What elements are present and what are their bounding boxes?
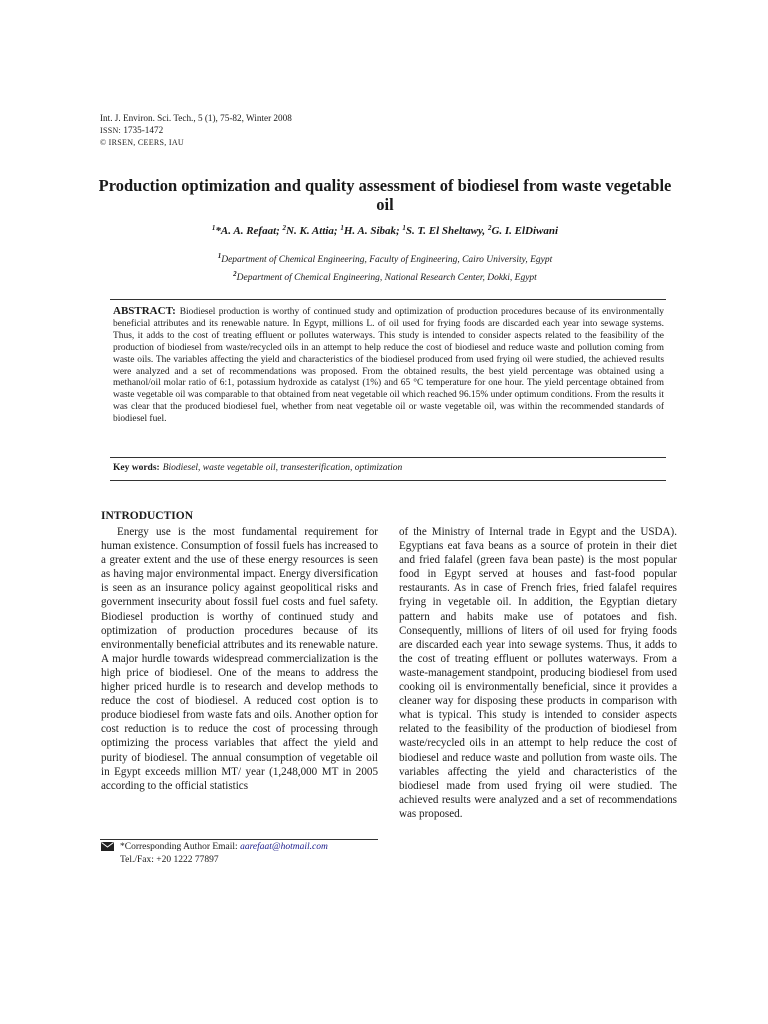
footnote-telfax: Tel./Fax: +20 1222 77897 <box>120 855 219 865</box>
body-column-left: Energy use is the most fundamental requirement for human existence. Consumption of fossil fuels has increased to a greater extent and the use of these energy resources is seen as having major environmental impact. Energy diversification is seen as an insurance policy against geopolitical risks and government insecurity about fossil fuel costs and fuel safety. Biodiesel production is worthy of continued study and optimization of production procedures because of its environmentally beneficial attributes and its renewable nature. A major hurdle towards widespread commercialization is the high price of biodiesel. One of the means to address the higher priced hurdle is to research and develop methods to reduce the cost of biodiesel. A reduced cost option is to produce biodiesel from waste fats and oils. Another option for cost reduction is to reduce the cost of processing through optimizing the process variables that affect the yield and purity of biodiesel. The annual consumption of vegetable oil in Egypt exceeds million MT/ year (1,248,000 MT in 2005 according to the official statistics <box>101 526 378 792</box>
affiliation-mark: 1 <box>217 252 222 260</box>
abstract-label: ABSTRACT: <box>113 305 176 317</box>
journal-citation: Int. J. Environ. Sci. Tech., 5 (1), 75-82, Winter 2008 <box>100 113 292 123</box>
keywords-label: Key words: <box>113 463 160 473</box>
author-affil-mark: 1 <box>402 224 406 232</box>
keywords <box>113 463 402 473</box>
author-affil-mark: 2 <box>487 224 492 232</box>
affiliation-text: Department of Chemical Engineering, National Research Center, Dokki, Egypt <box>236 273 537 283</box>
affiliation-text: Department of Chemical Engineering, Faculty of Engineering, Cairo University, Egypt <box>221 255 553 265</box>
footnote-corresponding <box>120 842 328 852</box>
author-name: N. K. Attia; <box>286 225 341 237</box>
body-column-right: of the Ministry of Internal trade in Egypt and the USDA). Egyptians eat fava beans as a source of protein in their diet and fried falafel (green fava bean paste) is the most popular food in Egypt served at houses and fast-food popular restaurants. As in case of French fries, fried falafel requires frying in vegetable oil. In addition, the Egyptian dietary pattern and habits make use of potatoes and fish. Consequently, millions of liters of oil used for frying foods are discarded each year into sewage systems. Thus, it adds to the cost of treating effluent or pollutes waterways. From a waste-management standpoint, producing biodiesel from used cooking oil is environmentally beneficial, since it provides a cleaner way for disposing these products in comparison with what is typical. This study is intended to consider aspects related to the feasibility of the production of biodiesel from waste/recycled oils in an attempt to help reduce the cost of biodiesel and reduce waste and pollution from waste oils. The variables affecting the yield and characteristics of the biodiesel made from used frying oil were studied. The achieved results were analyzed and a set of recommendations was proposed. <box>399 526 677 820</box>
author-name: G. I. ElDiwani <box>491 225 559 237</box>
issn-value: 1735-1472 <box>123 125 164 135</box>
abstract <box>113 306 664 426</box>
keywords-text: Biodiesel, waste vegetable oil, transesterification, optimization <box>162 463 403 473</box>
journal-copyright: © IRSEN, CEERS, IAU <box>100 138 185 147</box>
journal-header <box>100 112 292 149</box>
paper-title: Production optimization and quality assessment of biodiesel from waste vegetable oil <box>98 176 672 214</box>
keywords-bottom-rule <box>110 480 666 481</box>
author-affil-mark: 1 <box>211 224 216 232</box>
affiliation-1 <box>90 252 680 265</box>
abstract-divider <box>110 457 666 458</box>
affiliation-2 <box>90 270 680 283</box>
envelope-icon <box>101 842 114 851</box>
author-email[interactable]: aarefaat@hotmail.com <box>240 842 328 852</box>
abstract-top-rule <box>110 299 666 300</box>
author-list <box>90 224 680 237</box>
abstract-text: Biodiesel production is worthy of continued study and optimization of production procedures because of its environmentally beneficial attributes and its renewable nature. In Egypt, millions L. of oil used for frying foods are discarded each year into sewage systems. Thus, it adds to the cost of treating effluent or pollutes waterways. This study is intended to consider aspects related to the feasibility of the production of biodiesel from waste/recycled oils in an attempt to help reduce the cost of biodiesel and reduce waste and pollution coming from waste oils. The variables affecting the yield and characteristics of the biodiesel produced from used frying oil were studied, the achieved results were analyzed and a set of recommendations was proposed. From the obtained results, the best yield percentage was obtained using a methanol/oil molar ratio of 6:1, potassium hydroxide as catalyst (1%) and 65 °C temperature for one hour. The yield percentage obtained from waste vegetable oil was comparable to that obtained from neat vegetable oil which reached 96.15% under optimum conditions. From the results it was clear that the produced biodiesel fuel, whether from neat vegetable oil or waste vegetable oil, was within the recommended standards of biodiesel fuel. <box>113 307 664 425</box>
footnote-rule <box>100 839 378 840</box>
author-affil-mark: 1 <box>340 224 344 232</box>
author-affil-mark: 2 <box>282 224 287 232</box>
author-name: *A. A. Refaat; <box>215 225 283 237</box>
author-name: H. A. Sibak; <box>343 225 403 237</box>
issn-label: ISSN: <box>100 126 122 135</box>
journal-issn <box>100 124 292 137</box>
corresponding-label: *Corresponding Author Email: <box>120 842 241 852</box>
affiliation-mark: 2 <box>233 270 237 278</box>
section-heading-introduction: INTRODUCTION <box>101 510 194 522</box>
author-name: S. T. El Sheltawy, <box>405 225 488 237</box>
